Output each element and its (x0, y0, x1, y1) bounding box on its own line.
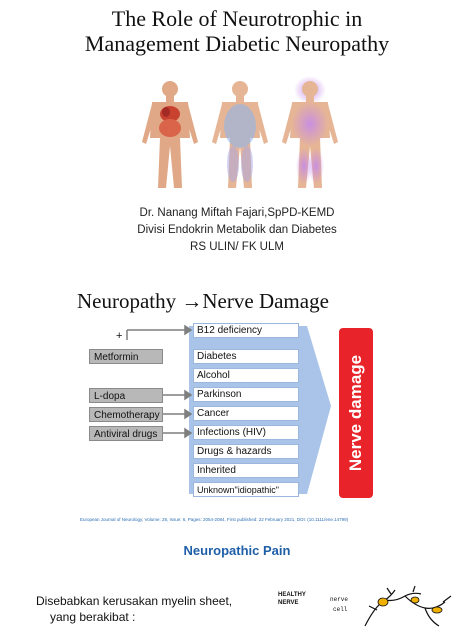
arrow-icon: → (181, 289, 203, 313)
condition-drugs-hazards: Drugs & hazards (193, 444, 299, 459)
section-title (77, 289, 329, 314)
condition-unknown-idiopathic: Unknown"idiopathic" (193, 482, 299, 497)
figure-organs (142, 81, 198, 188)
condition-infections-hiv: Infections (HIV) (193, 425, 299, 440)
plus-sign: + (116, 330, 123, 342)
nerve-damage-label-wrap (339, 328, 373, 498)
figure-nervous (212, 81, 268, 188)
author-name: Dr. Nanang Miftah Fajari,SpPD-KEMD (139, 207, 335, 219)
condition-cancer: Cancer (193, 406, 299, 421)
nerve-label: NERVE (278, 600, 299, 606)
condition-b12-deficiency: B12 deficiency (193, 323, 299, 338)
body-text-line-1: Disebabkan kerusakan myelin sheet, (36, 594, 233, 608)
condition-inherited: Inherited (193, 463, 299, 478)
human-body-nervous-system-illustration (130, 76, 350, 196)
section-title-part1: Neuropathy (77, 289, 182, 313)
title-line-1: The Role of Neurotrophic in (111, 6, 363, 31)
condition-parkinson: Parkinson (193, 387, 299, 402)
cause-metformin: Metformin (89, 349, 163, 364)
cause-l-dopa: L-dopa (89, 388, 163, 403)
cause-chemotherapy: Chemotherapy (89, 407, 163, 422)
healthy-label: HEALTHY (278, 592, 306, 598)
nerve-cell-drawing (355, 586, 460, 632)
cell-word-label: cell (333, 606, 348, 613)
condition-alcohol: Alcohol (193, 368, 299, 383)
section-title-part2: Nerve Damage (202, 289, 329, 313)
title-line-2: Management Diabetic Neuropathy (84, 31, 390, 56)
figure-pain (282, 76, 338, 188)
author-division: Divisi Endokrin Metabolik dan Diabetes (137, 224, 337, 236)
nerve-damage-label: Nerve damage (346, 354, 366, 472)
condition-diabetes: Diabetes (193, 349, 299, 364)
author-institution: RS ULIN/ FK ULM (190, 241, 284, 253)
nerve-word-label: nerve (330, 596, 349, 603)
body-text-line-2: yang berakibat : (50, 610, 136, 624)
cause-antiviral-drugs: Antiviral drugs (89, 426, 163, 441)
reference-citation: European Journal of Neurology, Volume: 28, Issue: 6, Pages: 2054-2084, First published: 22 February 2021, DOI: (10.1111/ene.14799) (80, 517, 349, 522)
slide-title (0, 6, 474, 56)
neuropathic-pain-heading: Neuropathic Pain (183, 543, 291, 558)
